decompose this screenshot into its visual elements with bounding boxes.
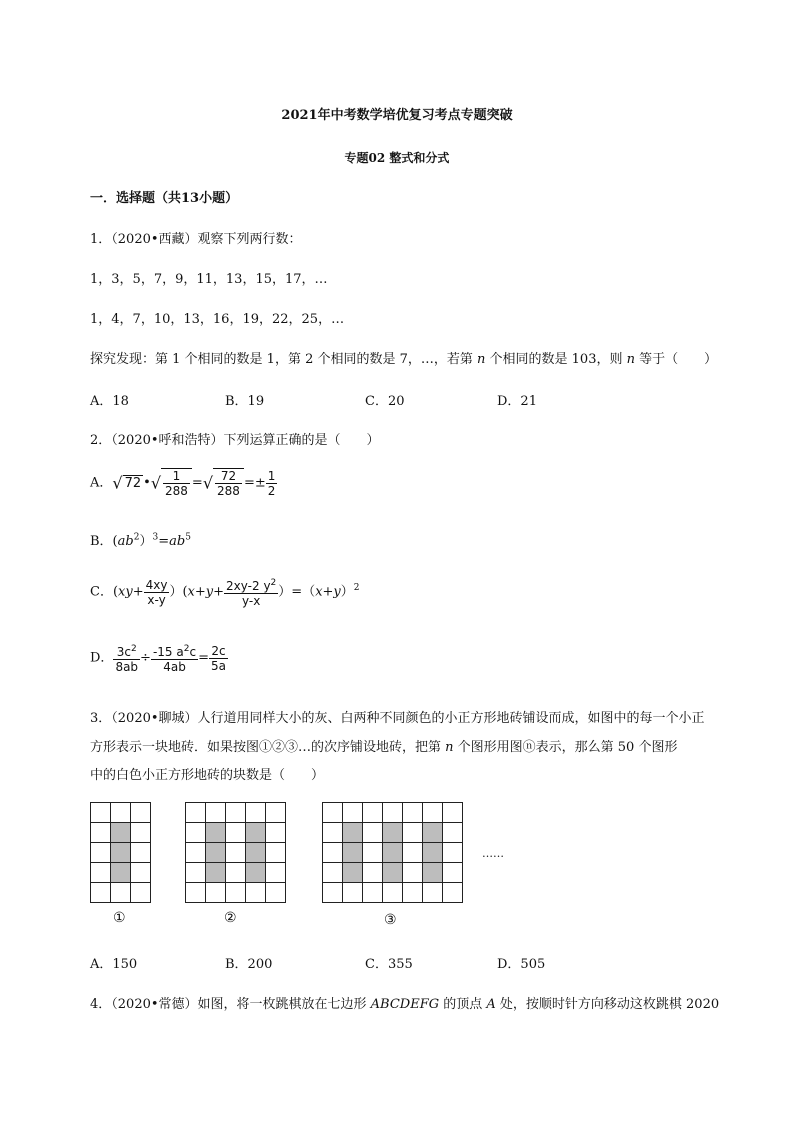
page-subtitle: 专题02 整式和分式 [344,151,450,165]
q2-option-b: B．$(ab^2)^3=ab^5$ [90,532,191,549]
figure-label-3: ③ [384,912,397,928]
q3-option-d: D．505 [497,957,546,972]
q2-option-c: C．(xy+ $\frac{4xy}{x-y}$ ）(x+y+ $\frac{2xy-2 y^2}{y-x}$ ）$=(x+y)^2$ [90,577,360,608]
q1-option-b: B．19 [225,394,265,409]
tile-figure-1 [90,802,151,903]
q2-option-d: D． $\frac{3c^2}{8ab}$ ÷ $\frac{-15 a^2c}{4ab}$ = $\frac{2c}{5a}$ [90,643,226,674]
tile-figure-2 [185,802,286,903]
q2-stem: 2．（2020•呼和浩特）下列运算正确的是（ ） [90,433,380,448]
q1-stem: 1．（2020•西藏）观察下列两行数： [90,232,302,247]
figure-label-1: ① [113,910,126,926]
q1-row1: 1，3，5，7，9，11，13，15，17，… [90,272,328,287]
q2-option-a: A．√ 72 •√ $\frac{1}{288}$ =√ $\frac{72}{288}$ =± $\frac{1}{2}$ [90,468,276,498]
q3-option-c: C．355 [365,957,413,972]
q3-line2: 方形表示一块地砖．如果按图①②③…的次序铺设地砖，把第 n 个图形用图ⓝ表示，那么第 50 个图形 [90,740,678,755]
figure-ellipsis: …… [482,847,504,860]
q1-row2: 1，4，7，10，13，16，19，22，25，… [90,312,345,327]
tile-figure-3 [322,802,463,903]
section-heading: 一．选择题（共13小题） [90,191,239,206]
q3-line1: 3．（2020•聊城）人行道用同样大小的灰、白两种不同颜色的小正方形地砖铺设而成，如图中的每一个小正 [90,711,705,726]
q3-line3: 中的白色小正方形地砖的块数是（ ） [90,768,325,783]
q3-option-b: B．200 [225,957,273,972]
q1-option-d: D．21 [497,394,537,409]
q1-option-a: A．18 [90,394,129,409]
q1-option-c: C．20 [365,394,405,409]
figure-label-2: ② [224,910,237,926]
q3-option-a: A．150 [90,957,138,972]
q1-prompt: 探究发现：第 1 个相同的数是 1，第 2 个相同的数是 7，…，若第 n 个相同的数是 103，则 n 等于（ ） [90,352,718,367]
q4-line1: 4．（2020•常德）如图，将一枚跳棋放在七边形 ABCDEFG 的顶点 A 处，按顺时针方向移动这枚跳棋 2020 [90,997,720,1012]
page-title: 2021年中考数学培优复习考点专题突破 [281,108,513,123]
